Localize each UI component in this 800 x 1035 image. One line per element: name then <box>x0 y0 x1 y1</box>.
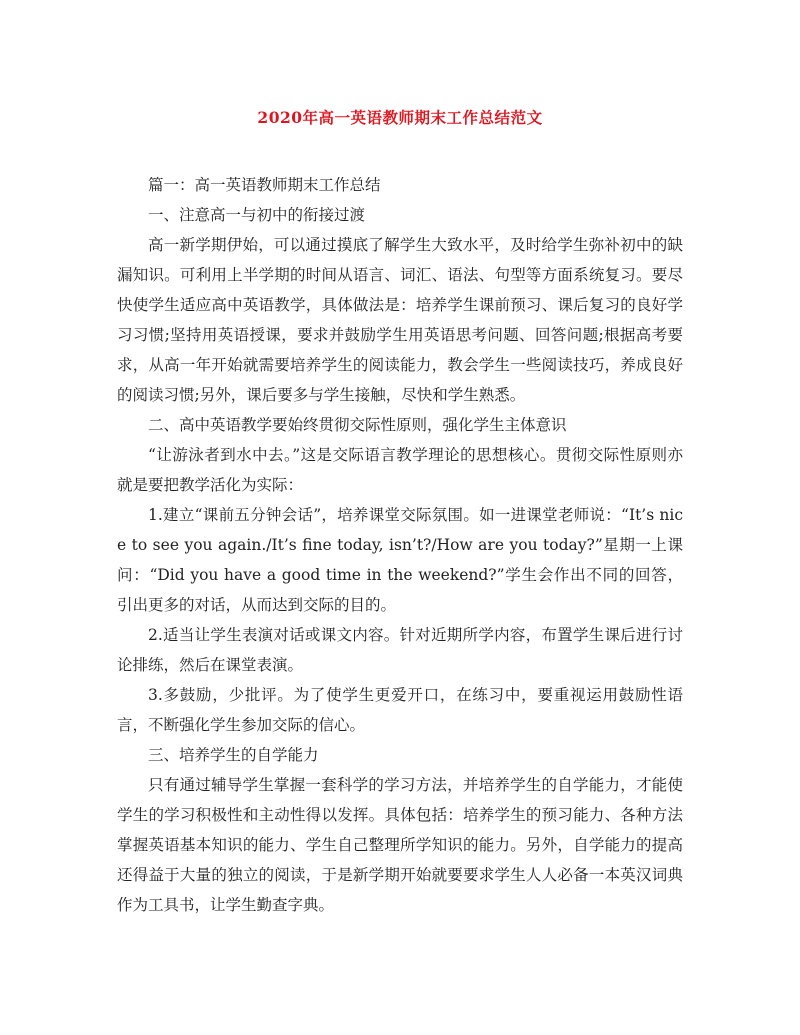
list-item: 1.建立“课前五分钟会话”，培养课堂交际氛围。如一进课堂老师说：“It’s nice to see you again./It’s fine today, isn’t?/How are you today?”星期一上课问：“Did you have a good time in the weekend?”学生会作出不同的回答，引出更多的对话，从而达到交际的目的。 <box>117 506 683 614</box>
document-title: 2020年高一英语教师期末工作总结范文 <box>257 108 543 127</box>
document-body <box>117 170 683 920</box>
body-paragraph: 只有通过辅导学生掌握一套科学的学习方法，并培养学生的自学能力，才能使学生的学习积极性和主动性得以发挥。具体包括：培养学生的预习能力、各种方法掌握英语基本知识的能力、学生自己整理所学知识的能力。另外，自学能力的提高还得益于大量的独立的阅读，于是新学期开始就要要求学生人人必备一本英汉词典作为工具书，让学生勤查字典。 <box>117 776 683 914</box>
subsection-heading: 三、培养学生的自学能力 <box>148 746 319 764</box>
list-item: 3.多鼓励，少批评。为了使学生更爱开口，在练习中，要重视运用鼓励性语言，不断强化学生参加交际的信心。 <box>117 686 683 734</box>
section-heading: 篇一：高一英语教师期末工作总结 <box>148 176 381 194</box>
body-paragraph: “让游泳者到水中去。”这是交际语言教学理论的思想核心。贯彻交际性原则亦就是要把教学活化为实际： <box>117 446 683 494</box>
body-paragraph: 高一新学期伊始，可以通过摸底了解学生大致水平，及时给学生弥补初中的缺漏知识。可利用上半学期的时间从语言、词汇、语法、句型等方面系统复习。要尽快使学生适应高中英语教学，具体做法是：培养学生课前预习、课后复习的良好学习习惯;坚持用英语授课，要求并鼓励学生用英语思考问题、回答问题;根据高考要求，从高一年开始就需要培养学生的阅读能力，教会学生一些阅读技巧，养成良好的阅读习惯;另外，课后要多与学生接触，尽快和学生熟悉。 <box>117 236 683 404</box>
subsection-heading: 二、高中英语教学要始终贯彻交际性原则，强化学生主体意识 <box>148 416 567 434</box>
list-item: 2.适当让学生表演对话或课文内容。针对近期所学内容，布置学生课后进行讨论排练，然后在课堂表演。 <box>117 626 683 674</box>
subsection-heading: 一、注意高一与初中的衔接过渡 <box>148 206 366 224</box>
